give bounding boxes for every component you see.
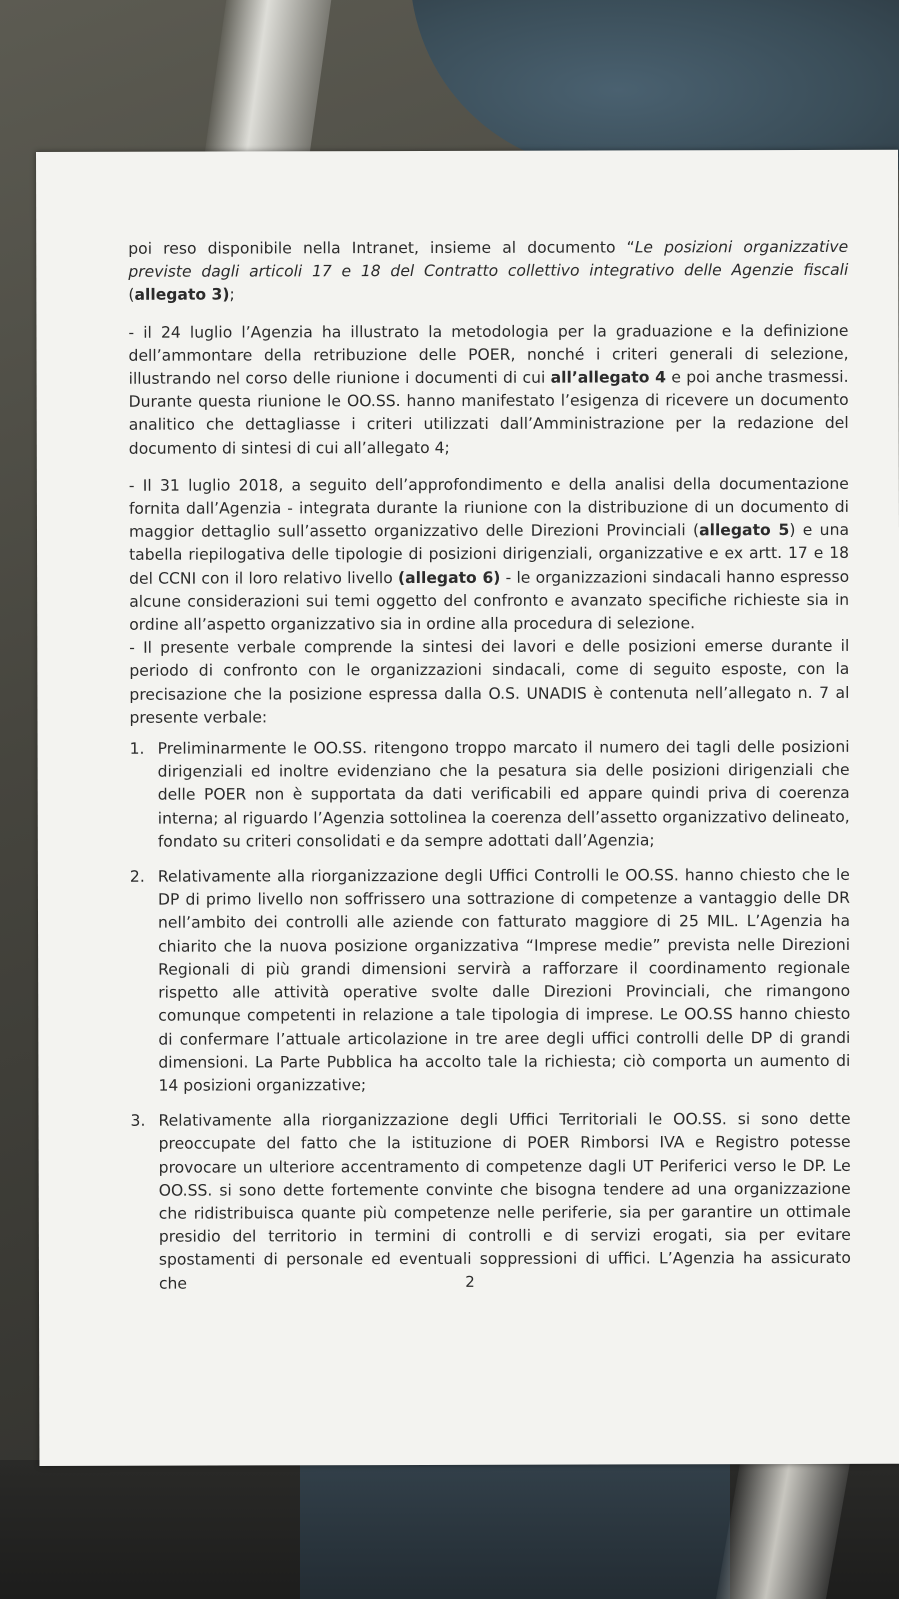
list-item-text: Preliminarmente le OO.SS. ritengono troppo marcato il numero dei tagli delle posizioni dirigenziali ed inoltre evidenziano che la pesatura sia delle posizioni dirigenziali che delle POER non è supportata da dati verificabili ed appare quindi priva di coerenza interna; al riguardo l’Agenzia sottolinea la coerenza dell’assetto organizzativo delineato, fondato su criteri consolidati e da sempre adottati dall’Agenzia;: [157, 737, 850, 851]
attachment-ref-5: allegato 5: [699, 521, 790, 540]
list-item-number: 1.: [129, 739, 145, 758]
list-item-text: Relativamente alla riorganizzazione degli Uffici Controlli le OO.SS. hanno chiesto che le DP di primo livello non soffrissero una sottrazione di competenze a vantaggio delle DR nell’ambito dei controlli alle aziende con fatturato maggiore di 25 MIL. L’Agenzia ha chiarito che la nuova posizione organizzativa “Imprese medie” prevista nelle Direzioni Regionali di più grandi dimensioni servirà a rafforzare il coordinamento regionale rispetto alle attività operative svolte dalle Direzioni Provinciali, che rimangono comunque competenti in relazione a tale tipologia di imprese. Le OO.SS hanno chiesto di confermare l’attuale articolazione in tre aree degli uffici controlli delle DP di grandi dimensioni. La Parte Pubblica ha accolto tale la richiesta; ciò comporta un aumento di 14 posizioni organizzative;: [157, 865, 851, 1095]
attachment-ref-4: all’allegato 4: [550, 368, 667, 387]
document-body: [128, 236, 851, 1308]
paragraph-24-luglio: [128, 319, 848, 460]
document-page: [36, 150, 899, 1466]
attachment-ref-6: (allegato 6): [397, 568, 501, 587]
list-item: [130, 864, 851, 1098]
list-item-text: Relativamente alla riorganizzazione degli Uffici Territoriali le OO.SS. si sono dette preoccupate del fatto che la istituzione di POER Rimborsi IVA e Registro potesse provocare un ulteriore accentramento di competenze dagli UT Periferici verso le DP. Le OO.SS. si sono dette fortemente convinte che bisogna tendere ad una organizzazione che ridistribuisca quante più competenze nelle periferie, sia per garantire un ottimale presidio del territorio in termini di controlli e di servizi erogati, sia per evitare spostamenti di personale ed eventuali soppressioni di uffici. L’Agenzia ha assicurato che: [158, 1109, 851, 1293]
paragraph-31-luglio-text: - Il 31 luglio 2018, a seguito dell’approfondimento e della analisi della documentazione fornita dall’Agenzia - integrata durante la riunione con la distribuzione di un documento di maggior dettaglio sull’assetto organizzativo delle Direzioni Provinciali (: [128, 474, 849, 541]
intro-text-start: poi reso disponibile nella Intranet, insieme al documento “: [128, 238, 635, 258]
paragraph-24-luglio-text: - il 24 luglio l’Agenzia ha illustrato la metodologia per la graduazione e la definizione dell’ammontare della retribuzione delle POER, nonché i criteri generali di selezione, illustrando nel corso delle riunione i documenti di cui: [128, 321, 849, 388]
paragraph-31-luglio-text-mid: ) e una tabella riepilogativa delle tipologie di posizioni dirigenziali, organizzative e ex artt. 17 e 18 del CCNI con il loro relativo livello: [129, 521, 850, 588]
list-item: [130, 736, 850, 854]
paragraph-31-luglio-text-end: - le organizzazioni sindacali hanno espresso alcune considerazioni sui temi oggetto del confronto e avanzato specifiche richieste sia in ordine all’aspetto organizzativo sia in ordine alla procedura di selezione.: [129, 567, 850, 634]
intro-text-end: ;: [229, 285, 235, 304]
intro-text-mid: (: [128, 286, 135, 305]
intro-document-title: Le posizioni organizzative previste dagli articoli 17 e 18 del Contratto collettivo integrativo delle Agenzie fiscali: [128, 237, 849, 281]
list-item-number: 2.: [129, 867, 145, 886]
photo-background-bottom-object: [300, 1450, 730, 1599]
list-item-number: 3.: [130, 1111, 146, 1130]
paragraph-verbale: - Il presente verbale comprende la sintesi dei lavori e delle posizioni emerse durante il periodo di confronto con le organizzazioni sindacali, come di seguito esposte, con la precisazione che la posizione espressa dalla O.S. UNADIS è contenuta nell’allegato n. 7 al presente verbale:: [129, 637, 850, 727]
light-glare-top: [204, 0, 331, 160]
paragraph-24-luglio-text-end: e poi anche trasmessi. Durante questa riunione le OO.SS. hanno manifestato l’esigenza di ricevere un documento analitico che dettagliasse i criteri utilizzati dall’Amministrazione per la redazione del documento di sintesi di cui all’allegato 4;: [128, 367, 849, 458]
intro-paragraph: [128, 236, 848, 307]
page-number: 2: [465, 1272, 475, 1291]
numbered-points-list: [130, 736, 851, 1296]
paragraph-31-luglio: [129, 473, 849, 637]
list-item: [131, 1108, 851, 1296]
intro-attachment-ref: allegato 3): [134, 285, 230, 305]
